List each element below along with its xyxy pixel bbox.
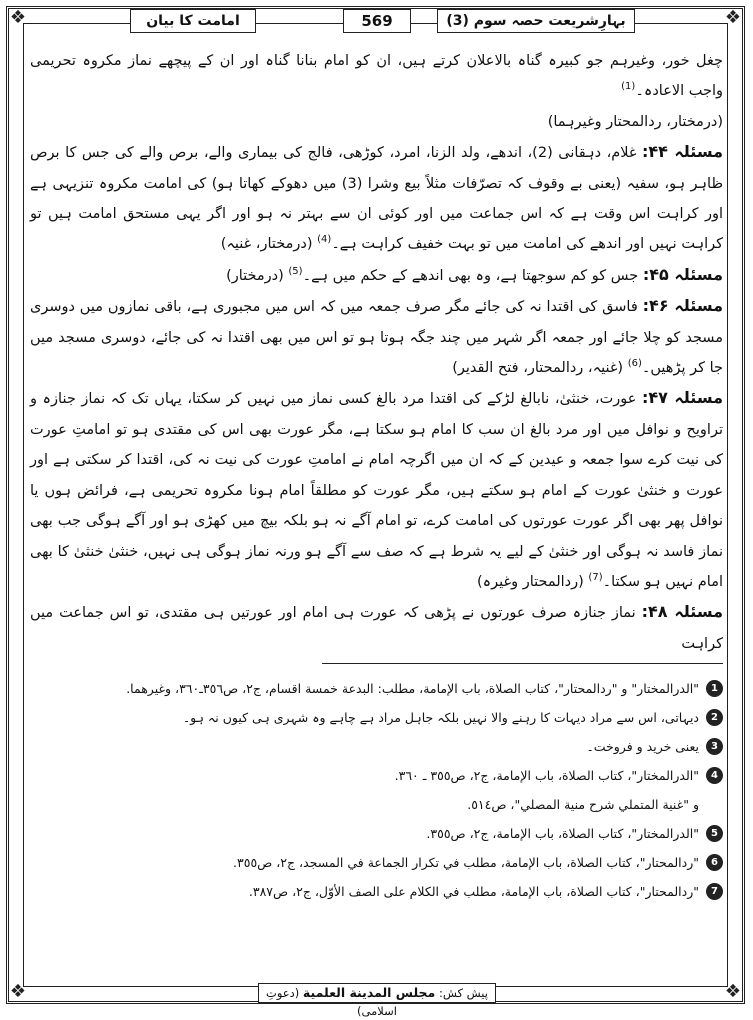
footnote-text: دیہاتی، اس سے مراد دیہات کا رہنے والا نہیں بلکہ جاہل مراد ہے چاہے وہ شہری ہی کیوں نہ ہو۔ (182, 710, 699, 725)
paragraph-text: نماز جنازہ صرف عورتوں نے پڑھی کہ عورت ہی امام اور عورتیں ہی مقتدی، تو اس جماعت میں کراہت (30, 605, 723, 652)
footnotes (30, 674, 723, 906)
footnote-text: "ردالمحتار"، كتاب الصلاة، باب الإمامة، مطلب في تكرار الجماعة في المسجد، ج٢، ص٣٥٥. (233, 855, 699, 870)
page-header (0, 6, 753, 34)
source-citation: (غنیہ، ردالمحتار، فتح القدیر) (452, 360, 624, 377)
footnote-ref: (1) (621, 81, 636, 93)
masala-label: مسئلہ ۴۴: (641, 142, 724, 162)
chapter-title: امامت کا بیان (130, 9, 256, 33)
footnote-ref: (4) (317, 234, 332, 246)
footnote-number: 6 (706, 854, 723, 871)
ornament-bottom-left-icon: ❖ (9, 981, 27, 1002)
footnote-ref: (5) (288, 266, 303, 278)
footnote-item (30, 761, 723, 790)
footer-publisher: مجلس المدينة العلمية (302, 985, 436, 1000)
footnote-text: "الدرالمختار"، كتاب الصلاة، باب الإمامة، ج٢، ص٣٥٥. (426, 826, 699, 841)
publisher-credit (258, 983, 496, 1018)
paragraph-text: عورت، خنثیٰ، نابالغ لڑکے کی اقتدا مرد بالغ کسی نماز میں نہیں کر سکتا، یہاں تک کہ نماز جنازہ و تراویح و نوافل میں اور مرد بالغ ان سب کا امام ہو سکتا ہے، مگر عورت بھی اس کی مقتدی ہو تو امامتِ عورت کی نیت کرے سوا جمعہ و عیدین کے کہ ان میں اگرچہ امام نے امامتِ عورت کی نیت نہ کی، اقتدا کر سکتی ہے اور عورت و خنثیٰ عورت کے امام ہو سکتے ہیں، مگر عورت کو مطلقاً امام ہونا مکروہ تحریمی ہے، فرائض ہوں یا نوافل پھر بھی اگر عورت عورتوں کی امامت کرے، تو امام آگے نہ ہو بلکہ بیچ میں کھڑی ہو اور آگے ہوگی جب بھی نماز فاسد نہ ہوگی اور خنثیٰ کے لیے یہ شرط ہے کہ صف سے آگے ہو ورنہ نماز ہوگی ہی نہیں، خنثیٰ خنثیٰ کا بھی امام نہیں ہو سکتا۔ (30, 391, 723, 590)
paragraph-text: غلام، دہقانی (2)، اندھے، ولد الزنا، امرد، کوڑھی، فالج کی بیماری والے، برص والے کی جس کا برص ظاہر ہو، سفیہ (یعنی بے وقوف کہ تصرّفات مثلاً بیع وشرا (3) میں دھوکے کھاتا ہو) کی امامت مکروہ تنزیہی ہے اور کراہت اس وقت ہے کہ اس جماعت میں اور کوئی ان سے بہتر نہ ہو اور اگر یہی مستحق امامت ہیں تو کراہت نہیں اور اندھے کی امامت میں تو بہت خفیف کراہت ہے۔ (30, 145, 723, 253)
ornament-bottom-right-icon: ❖ (724, 981, 742, 1002)
footnote-item (30, 848, 723, 877)
footnote-number: 5 (706, 825, 723, 842)
masala-label: مسئلہ ۴۷: (641, 388, 724, 408)
footnote-number: 1 (706, 680, 723, 697)
footnote-text: و "غنية المتملي شرح منية المصلي"، ص٥١٤. (467, 797, 699, 812)
footnote-ref: (6) (627, 358, 642, 370)
footnote-item (30, 732, 723, 761)
source-citation: (ردالمحتار وغیرہ) (476, 573, 584, 590)
footnote-text: "ردالمحتار"، كتاب الصلاة، باب الإمامة، مطلب في الكلام على الصف الأوّل، ج٢، ص٣٨٧. (248, 884, 699, 899)
book-title: بہارِشریعت حصہ سوم (3) (437, 9, 635, 33)
footnote-number: 2 (706, 709, 723, 726)
footnote-item (30, 877, 723, 906)
footnote-text: یعنی خرید و فروخت۔ (586, 739, 699, 754)
paragraph-text: جس کو کم سوجھتا ہے، وہ بھی اندھے کے حکم میں ہے۔ (302, 267, 639, 284)
masala-label: مسئلہ ۴۸: (641, 602, 724, 622)
page-number: 569 (343, 9, 411, 33)
footnote-ref: (7) (588, 572, 603, 584)
footnote-number: 4 (706, 767, 723, 784)
main-text (30, 46, 723, 659)
footnote-item (30, 674, 723, 703)
paragraph (30, 107, 723, 137)
footer-prefix: پیش کش: (438, 986, 488, 1000)
paragraph-text: فاسق کی اقتدا نہ کی جائے مگر صرف جمعہ میں کہ اس میں مجبوری ہے، باقی نمازوں میں دوسری مسجد کو چلا جائے اور جمعہ اگر شہر میں چند جگہ ہوتا ہو تو اس میں بھی اقتدا نہ کی جائے، دوسری مسجد میں جا کر پڑھیں۔ (30, 299, 723, 377)
footnote-number: 7 (706, 883, 723, 900)
paragraph (30, 291, 723, 383)
paragraph (30, 597, 723, 659)
paragraph (30, 137, 723, 260)
ornament-top-right-icon: ❖ (724, 7, 742, 28)
paragraph (30, 46, 723, 107)
footnote-item (30, 819, 723, 848)
footnote-item (30, 790, 723, 819)
source-citation: (درمختار، ردالمحتار وغیرہما) (547, 113, 723, 130)
paragraph (30, 260, 723, 291)
source-citation: (درمختار، غنیہ) (220, 236, 313, 253)
page-footer (0, 983, 753, 1018)
masala-label: مسئلہ ۴۵: (642, 264, 723, 284)
footnote-text: "الدرالمختار"، كتاب الصلاة، باب الإمامة، ج٢، ص٣٥٥ ـ ٣٦٠. (394, 768, 699, 783)
paragraph (30, 383, 723, 597)
footnote-item (30, 703, 723, 732)
paragraph-text: چغل خور، وغیرہم جو کبیرہ گناہ بالاعلان کرتے ہیں، ان کو امام بنانا گناہ اور ان کے پیچھے نماز مکروہ تحریمی واجب الاعادہ۔ (30, 53, 723, 100)
masala-label: مسئلہ ۴۶: (642, 296, 724, 316)
footnote-text: "الدرالمختار" و "ردالمحتار"، كتاب الصلاة، باب الإمامة، مطلب: البدعة خمسة اقسام، ج٢، ص٣٥٦ـ٣٦٠، وغيرهما. (126, 681, 699, 696)
footnote-divider (322, 663, 723, 664)
footnote-number: 3 (706, 738, 723, 755)
source-citation: (درمختار) (226, 267, 284, 284)
ornament-top-left-icon: ❖ (9, 7, 27, 28)
footer-suffix: (دعوتِ اسلامی) (266, 986, 397, 1018)
